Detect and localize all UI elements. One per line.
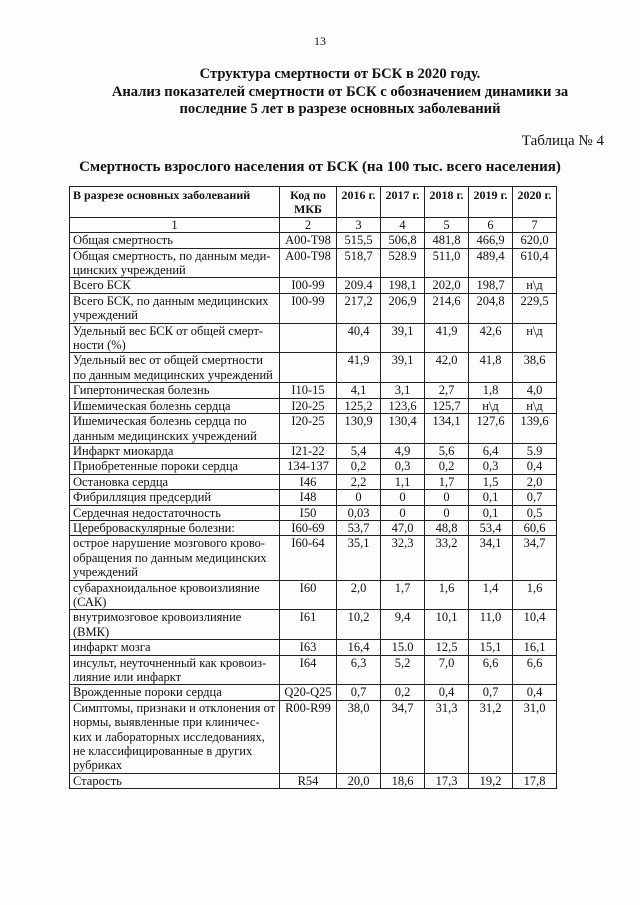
value-2019: 0,1 [469,505,513,520]
table-row [70,610,557,640]
value-2018: 7,0 [425,655,469,685]
icd-code: А00-Т98 [280,248,337,278]
value-2016: 6,3 [337,655,381,685]
icd-code: I50 [280,505,337,520]
value-2017: 3,1 [381,383,425,398]
table-row [70,685,557,700]
value-2017: 130,4 [381,414,425,444]
icd-code: I60 [280,580,337,610]
value-2019: 53,4 [469,520,513,535]
value-2018: 125,7 [425,398,469,413]
value-2019: 1,5 [469,474,513,489]
disease-name: Ишемическая болезнь сердца [70,398,280,413]
value-2019: 1,8 [469,383,513,398]
disease-name: Сердечная недостаточность [70,505,280,520]
value-2020: 2,0 [513,474,557,489]
value-2020: 10,4 [513,610,557,640]
disease-name: внутримозговое кровоизлияние (ВМК) [70,610,280,640]
icd-code: R54 [280,773,337,788]
header-2016: 2016 г. [337,187,381,218]
value-2018: 0 [425,490,469,505]
disease-name: Старость [70,773,280,788]
icd-code: I20-25 [280,414,337,444]
table-row [70,459,557,474]
table-row [70,233,557,248]
icd-code: I64 [280,655,337,685]
table-row [70,414,557,444]
value-2020: н\д [513,323,557,353]
document-title [60,66,620,119]
value-2016: 40,4 [337,323,381,353]
disease-name: Фибрилляция предсердий [70,490,280,505]
table-header-row [70,187,557,218]
table-row [70,490,557,505]
table-row [70,293,557,323]
table-row [70,773,557,788]
disease-name: инсульт, неуточненный как кровоиз-лияние или инфаркт [70,655,280,685]
column-index: 6 [469,217,513,232]
value-2018: 0 [425,505,469,520]
title-line: Структура смертности от БСК в 2020 году. [199,66,481,82]
value-2019: 0,3 [469,459,513,474]
value-2019: 489,4 [469,248,513,278]
value-2019: 127,6 [469,414,513,444]
table-row [70,640,557,655]
value-2016: 0,7 [337,685,381,700]
disease-name: Цереброваскулярные болезни: [70,520,280,535]
value-2016: 0,2 [337,459,381,474]
value-2019: 11,0 [469,610,513,640]
value-2017: 1,7 [381,580,425,610]
table-row [70,700,557,773]
value-2016: 4,1 [337,383,381,398]
value-2017: 0,3 [381,459,425,474]
value-2019: 204,8 [469,293,513,323]
icd-code: I20-25 [280,398,337,413]
value-2020: 38,6 [513,353,557,383]
disease-name: Гипертоническая болезнь [70,383,280,398]
icd-code [280,353,337,383]
value-2016: 53,7 [337,520,381,535]
value-2019: 198,7 [469,278,513,293]
value-2019: 15,1 [469,640,513,655]
disease-name: Приобретенные пороки сердца [70,459,280,474]
value-2019: 19,2 [469,773,513,788]
header-2019: 2019 г. [469,187,513,218]
disease-name: Удельный вес БСК от общей смерт-ности (%) [70,323,280,353]
value-2017: 32,3 [381,536,425,580]
disease-name: Удельный вес от общей смертности по данным медицинских учреждений [70,353,280,383]
value-2020: 0,7 [513,490,557,505]
value-2019: 6,4 [469,443,513,458]
value-2020: 229,5 [513,293,557,323]
table-row [70,580,557,610]
value-2020: 139,6 [513,414,557,444]
value-2016: 0,03 [337,505,381,520]
value-2016: 38,0 [337,700,381,773]
value-2019: н\д [469,398,513,413]
value-2016: 518,7 [337,248,381,278]
value-2016: 41,9 [337,353,381,383]
value-2017: 506,8 [381,233,425,248]
value-2016: 16,4 [337,640,381,655]
disease-name: Симптомы, признаки и отклонения от нормы, выявленные при клиничес-ких и лабораторных исследованиях, не классифицированные в других рубриках [70,700,280,773]
table-title: Смертность взрослого населения от БСК (на 100 тыс. всего населения) [79,159,561,175]
value-2018: 0,2 [425,459,469,474]
column-index: 5 [425,217,469,232]
disease-name: Общая смертность, по данным меди-цинских учреждений [70,248,280,278]
value-2020: 0,4 [513,459,557,474]
value-2017: 39,1 [381,353,425,383]
mortality-table [69,186,557,789]
header-icd-code: Код по МКБ [280,187,337,218]
value-2020: 6,6 [513,655,557,685]
table-row [70,505,557,520]
icd-code: I21-22 [280,443,337,458]
value-2016: 217,2 [337,293,381,323]
value-2016: 515,5 [337,233,381,248]
value-2018: 0,4 [425,685,469,700]
value-2017: 34,7 [381,700,425,773]
value-2018: 481,8 [425,233,469,248]
value-2016: 130,9 [337,414,381,444]
value-2020: 4,0 [513,383,557,398]
value-2018: 33,2 [425,536,469,580]
disease-name: Всего БСК, по данным медицинских учреждений [70,293,280,323]
value-2018: 42,0 [425,353,469,383]
disease-name: Всего БСК [70,278,280,293]
value-2019: 6,6 [469,655,513,685]
value-2020: 31,0 [513,700,557,773]
value-2017: 528.9 [381,248,425,278]
value-2018: 41,9 [425,323,469,353]
value-2020: 610,4 [513,248,557,278]
disease-name: Инфаркт миокарда [70,443,280,458]
value-2019: 466,9 [469,233,513,248]
column-index: 3 [337,217,381,232]
value-2017: 0,2 [381,685,425,700]
value-2017: 18,6 [381,773,425,788]
table-row [70,278,557,293]
value-2018: 17,3 [425,773,469,788]
icd-code [280,323,337,353]
value-2016: 2,2 [337,474,381,489]
title-line: Анализ показателей смертности от БСК с обозначением динамики за [111,83,569,100]
value-2017: 198,1 [381,278,425,293]
icd-code: I61 [280,610,337,640]
value-2018: 1,7 [425,474,469,489]
value-2020: 1,6 [513,580,557,610]
icd-code: I48 [280,490,337,505]
disease-name: острое нарушение мозгового крово-обращения по данным медицинских учреждений [70,536,280,580]
value-2016: 10,2 [337,610,381,640]
value-2018: 31,3 [425,700,469,773]
value-2016: 20,0 [337,773,381,788]
value-2017: 206,9 [381,293,425,323]
value-2019: 0,7 [469,685,513,700]
value-2020: 34,7 [513,536,557,580]
icd-code: I10-15 [280,383,337,398]
value-2017: 4,9 [381,443,425,458]
value-2019: 34,1 [469,536,513,580]
value-2019: 1,4 [469,580,513,610]
column-index: 1 [70,217,280,232]
disease-name: Ишемическая болезнь сердца по данным медицинских учреждений [70,414,280,444]
table-row [70,323,557,353]
header-2020: 2020 г. [513,187,557,218]
page-number: 13 [314,34,326,48]
table-row [70,353,557,383]
icd-code: I00-99 [280,278,337,293]
value-2019: 0,1 [469,490,513,505]
value-2017: 15.0 [381,640,425,655]
value-2020: 5.9 [513,443,557,458]
table-row [70,398,557,413]
value-2016: 0 [337,490,381,505]
icd-code: R00-R99 [280,700,337,773]
column-index-row [70,217,557,232]
header-disease: В разрезе основных заболеваний [70,187,280,218]
value-2018: 202,0 [425,278,469,293]
value-2018: 48,8 [425,520,469,535]
disease-name: Общая смертность [70,233,280,248]
icd-code: А00-Т98 [280,233,337,248]
disease-name: инфаркт мозга [70,640,280,655]
value-2018: 2,7 [425,383,469,398]
column-index: 7 [513,217,557,232]
icd-code: Q20-Q25 [280,685,337,700]
value-2018: 134,1 [425,414,469,444]
table-number-label: Таблица № 4 [521,133,604,149]
value-2018: 5,6 [425,443,469,458]
disease-name: субарахноидальное кровоизлияние (САК) [70,580,280,610]
title-line: последние 5 лет в разрезе основных заболеваний [179,101,501,117]
table-row [70,520,557,535]
column-index: 2 [280,217,337,232]
icd-code: I46 [280,474,337,489]
icd-code: I60-69 [280,520,337,535]
icd-code: 134-137 [280,459,337,474]
table-row [70,248,557,278]
value-2020: н\д [513,398,557,413]
value-2018: 12,5 [425,640,469,655]
value-2017: 0 [381,490,425,505]
value-2020: 620,0 [513,233,557,248]
value-2016: 35,1 [337,536,381,580]
value-2016: 125,2 [337,398,381,413]
table-row [70,536,557,580]
value-2016: 2,0 [337,580,381,610]
header-2018: 2018 г. [425,187,469,218]
value-2016: 209.4 [337,278,381,293]
header-2017: 2017 г. [381,187,425,218]
table-row [70,474,557,489]
value-2018: 511,0 [425,248,469,278]
value-2020: 0,5 [513,505,557,520]
value-2018: 10,1 [425,610,469,640]
disease-name: Врожденные пороки сердца [70,685,280,700]
icd-code: I00-99 [280,293,337,323]
value-2019: 31,2 [469,700,513,773]
value-2020: н\д [513,278,557,293]
value-2020: 60,6 [513,520,557,535]
table-row [70,383,557,398]
disease-name: Остановка сердца [70,474,280,489]
value-2020: 16,1 [513,640,557,655]
value-2017: 39,1 [381,323,425,353]
value-2020: 0,4 [513,685,557,700]
column-index: 4 [381,217,425,232]
value-2017: 123,6 [381,398,425,413]
value-2017: 47,0 [381,520,425,535]
value-2018: 214,6 [425,293,469,323]
value-2017: 5,2 [381,655,425,685]
icd-code: I63 [280,640,337,655]
value-2016: 5,4 [337,443,381,458]
value-2017: 1,1 [381,474,425,489]
value-2019: 41,8 [469,353,513,383]
value-2017: 9,4 [381,610,425,640]
table-row [70,443,557,458]
table-row [70,655,557,685]
value-2018: 1,6 [425,580,469,610]
value-2019: 42,6 [469,323,513,353]
icd-code: I60-64 [280,536,337,580]
value-2020: 17,8 [513,773,557,788]
value-2017: 0 [381,505,425,520]
